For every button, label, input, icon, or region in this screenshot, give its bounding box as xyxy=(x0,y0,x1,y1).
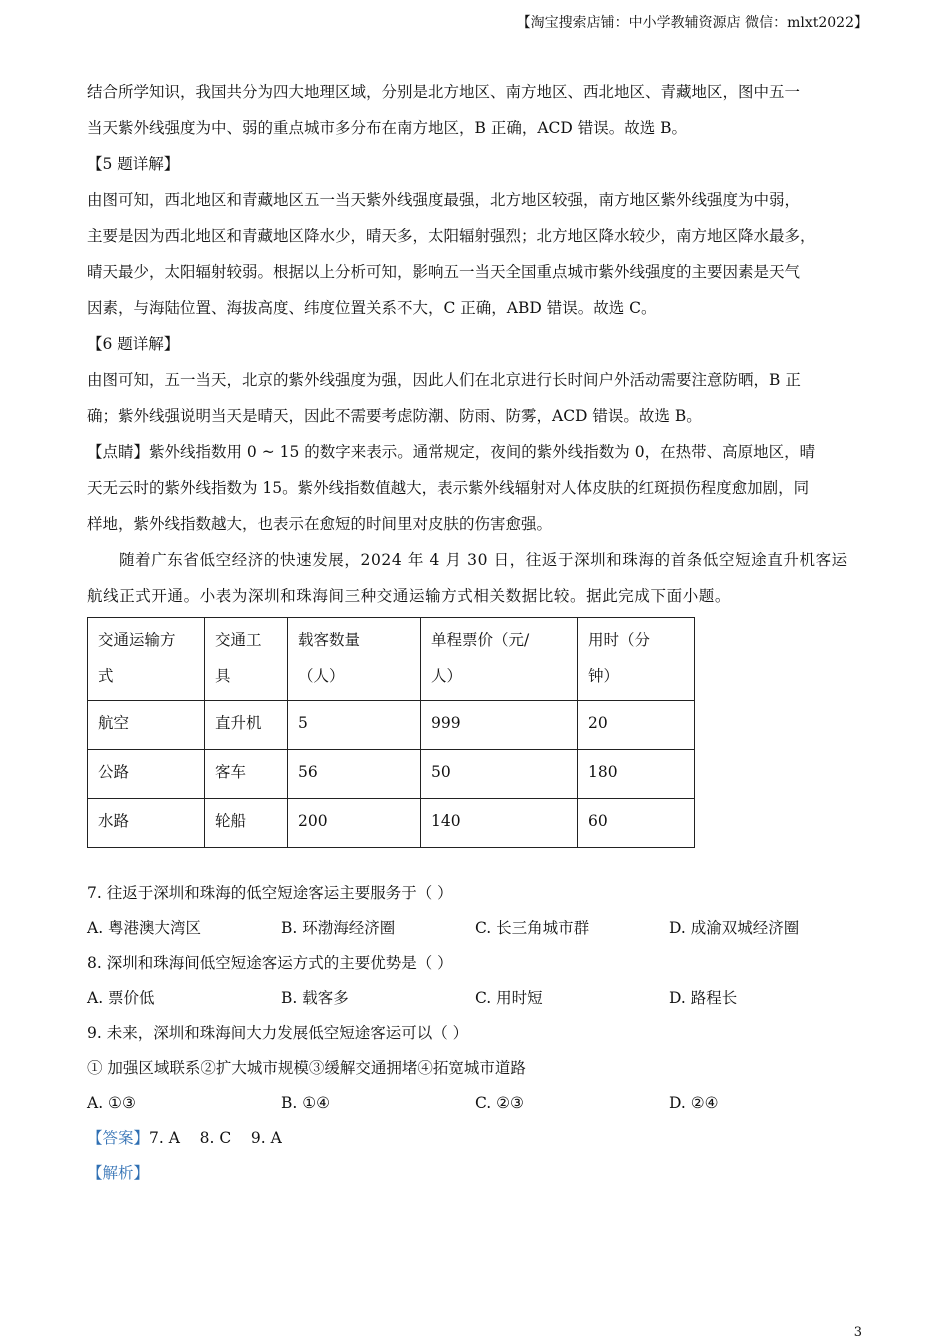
passage-block xyxy=(87,542,863,614)
option-c: C. 长三角城市群 xyxy=(475,919,590,937)
transport-comparison-table xyxy=(87,617,695,848)
page-header: 【淘宝搜索店铺：中小学教辅资源店 微信：mlxt2022】 xyxy=(516,15,868,31)
option-a: A. ①③ xyxy=(87,1094,136,1112)
analysis-label: 【解析】 xyxy=(87,1164,150,1182)
passage-line: 航线正式开通。小表为深圳和珠海间三种交通运输方式相关数据比较。据此完成下面小题。 xyxy=(87,587,732,605)
table-header-cell: 载客数量 （人） xyxy=(288,618,421,701)
paragraph-line: 因素，与海陆位置、海拔高度、纬度位置关系不大，C 正确，ABD 错误。故选 C。 xyxy=(87,299,657,317)
option-d: D. 路程长 xyxy=(669,989,738,1007)
table-header-cell: 交通运输方 式 xyxy=(88,618,205,701)
option-c: C. ②③ xyxy=(475,1094,524,1112)
table-header-cell: 交通工 具 xyxy=(205,618,288,701)
question-stem: 9. 未来，深圳和珠海间大力发展低空短途客运可以（ ） xyxy=(87,1024,469,1042)
table-cell: 航空 xyxy=(88,701,205,750)
table-header-row xyxy=(88,618,695,701)
tip-line: 天无云时的紫外线指数为 15。紫外线指数值越大，表示紫外线辐射对人体皮肤的红斑损伤程度愈加剧，同 xyxy=(87,479,810,497)
option-a: A. 粤港澳大湾区 xyxy=(87,919,202,937)
option-list xyxy=(87,1086,863,1121)
answer-label: 【答案】 xyxy=(87,1129,150,1147)
tip-line: 样地，紫外线指数越大，也表示在愈短的时间里对皮肤的伤害愈强。 xyxy=(87,515,553,533)
table-cell: 60 xyxy=(578,799,695,848)
table-cell: 20 xyxy=(578,701,695,750)
section-heading-q6: 【6 题详解】 xyxy=(87,335,180,353)
paragraph-line: 确；紫外线强说明当天是晴天，因此不需要考虑防潮、防雨、防雾，ACD 错误。故选 B。 xyxy=(87,407,702,425)
question-stem: 8. 深圳和珠海间低空短途客运方式的主要优势是（ ） xyxy=(87,954,453,972)
table-cell: 180 xyxy=(578,750,695,799)
option-d: D. ②④ xyxy=(669,1094,719,1112)
table-cell: 公路 xyxy=(88,750,205,799)
paragraph-line: 结合所学知识，我国共分为四大地理区域，分别是北方地区、南方地区、西北地区、青藏地区，图中五一 xyxy=(87,83,801,101)
table-cell: 客车 xyxy=(205,750,288,799)
question-sub-items: ① 加强区域联系②扩大城市规模③缓解交通拥堵④拓宽城市道路 xyxy=(87,1059,526,1077)
question-8 xyxy=(87,946,863,1016)
paragraph-line: 主要是因为西北地区和青藏地区降水少，晴天多，太阳辐射强烈；北方地区降水较少，南方地区降水最多， xyxy=(87,227,816,245)
table-cell: 56 xyxy=(288,750,421,799)
option-b: B. 环渤海经济圈 xyxy=(281,919,396,937)
table-row xyxy=(88,701,695,750)
table-row xyxy=(88,750,695,799)
question-9 xyxy=(87,1016,863,1121)
table-cell: 50 xyxy=(421,750,578,799)
option-c: C. 用时短 xyxy=(475,989,543,1007)
section-heading-q5: 【5 题详解】 xyxy=(87,155,180,173)
table-header-cell: 用时（分 钟） xyxy=(578,618,695,701)
option-a: A. 票价低 xyxy=(87,989,155,1007)
table-header-cell: 单程票价（元/ 人） xyxy=(421,618,578,701)
option-b: B. 载客多 xyxy=(281,989,349,1007)
paragraph-line: 由图可知，五一当天，北京的紫外线强度为强，因此人们在北京进行长时间户外活动需要注意防晒，B 正 xyxy=(87,371,801,389)
table-cell: 999 xyxy=(421,701,578,750)
paragraph-line: 由图可知，西北地区和青藏地区五一当天紫外线强度最强，北方地区较强，南方地区紫外线强度为中弱， xyxy=(87,191,801,209)
option-list xyxy=(87,911,863,946)
document-body xyxy=(87,74,863,1191)
page-number: 3 xyxy=(853,1325,862,1340)
option-d: D. 成渝双城经济圈 xyxy=(669,919,800,937)
table-cell: 5 xyxy=(288,701,421,750)
table-cell: 200 xyxy=(288,799,421,848)
table-cell: 140 xyxy=(421,799,578,848)
explanation-block xyxy=(87,74,863,542)
question-stem: 7. 往返于深圳和珠海的低空短途客运主要服务于（ ） xyxy=(87,884,453,902)
table-cell: 直升机 xyxy=(205,701,288,750)
option-b: B. ①④ xyxy=(281,1094,331,1112)
table-cell: 轮船 xyxy=(205,799,288,848)
paragraph-line: 晴天最少，太阳辐射较弱。根据以上分析可知，影响五一当天全国重点城市紫外线强度的主要因素是天气 xyxy=(87,263,801,281)
passage-line: 随着广东省低空经济的快速发展，2024 年 4 月 30 日，往返于深圳和珠海的首条低空短途直升机客运 xyxy=(119,551,848,569)
table-cell: 水路 xyxy=(88,799,205,848)
option-list xyxy=(87,981,863,1016)
answer-text: 7. A 8. C 9. A xyxy=(149,1129,282,1147)
paragraph-line: 当天紫外线强度为中、弱的重点城市多分布在南方地区，B 正确，ACD 错误。故选 B。 xyxy=(87,119,688,137)
question-7 xyxy=(87,876,863,946)
tip-line: 【点睛】紫外线指数用 0 ~ 15 的数字来表示。通常规定，夜间的紫外线指数为 0，在热带、高原地区，晴 xyxy=(87,443,816,461)
table-row xyxy=(88,799,695,848)
answer-line xyxy=(87,1121,863,1156)
